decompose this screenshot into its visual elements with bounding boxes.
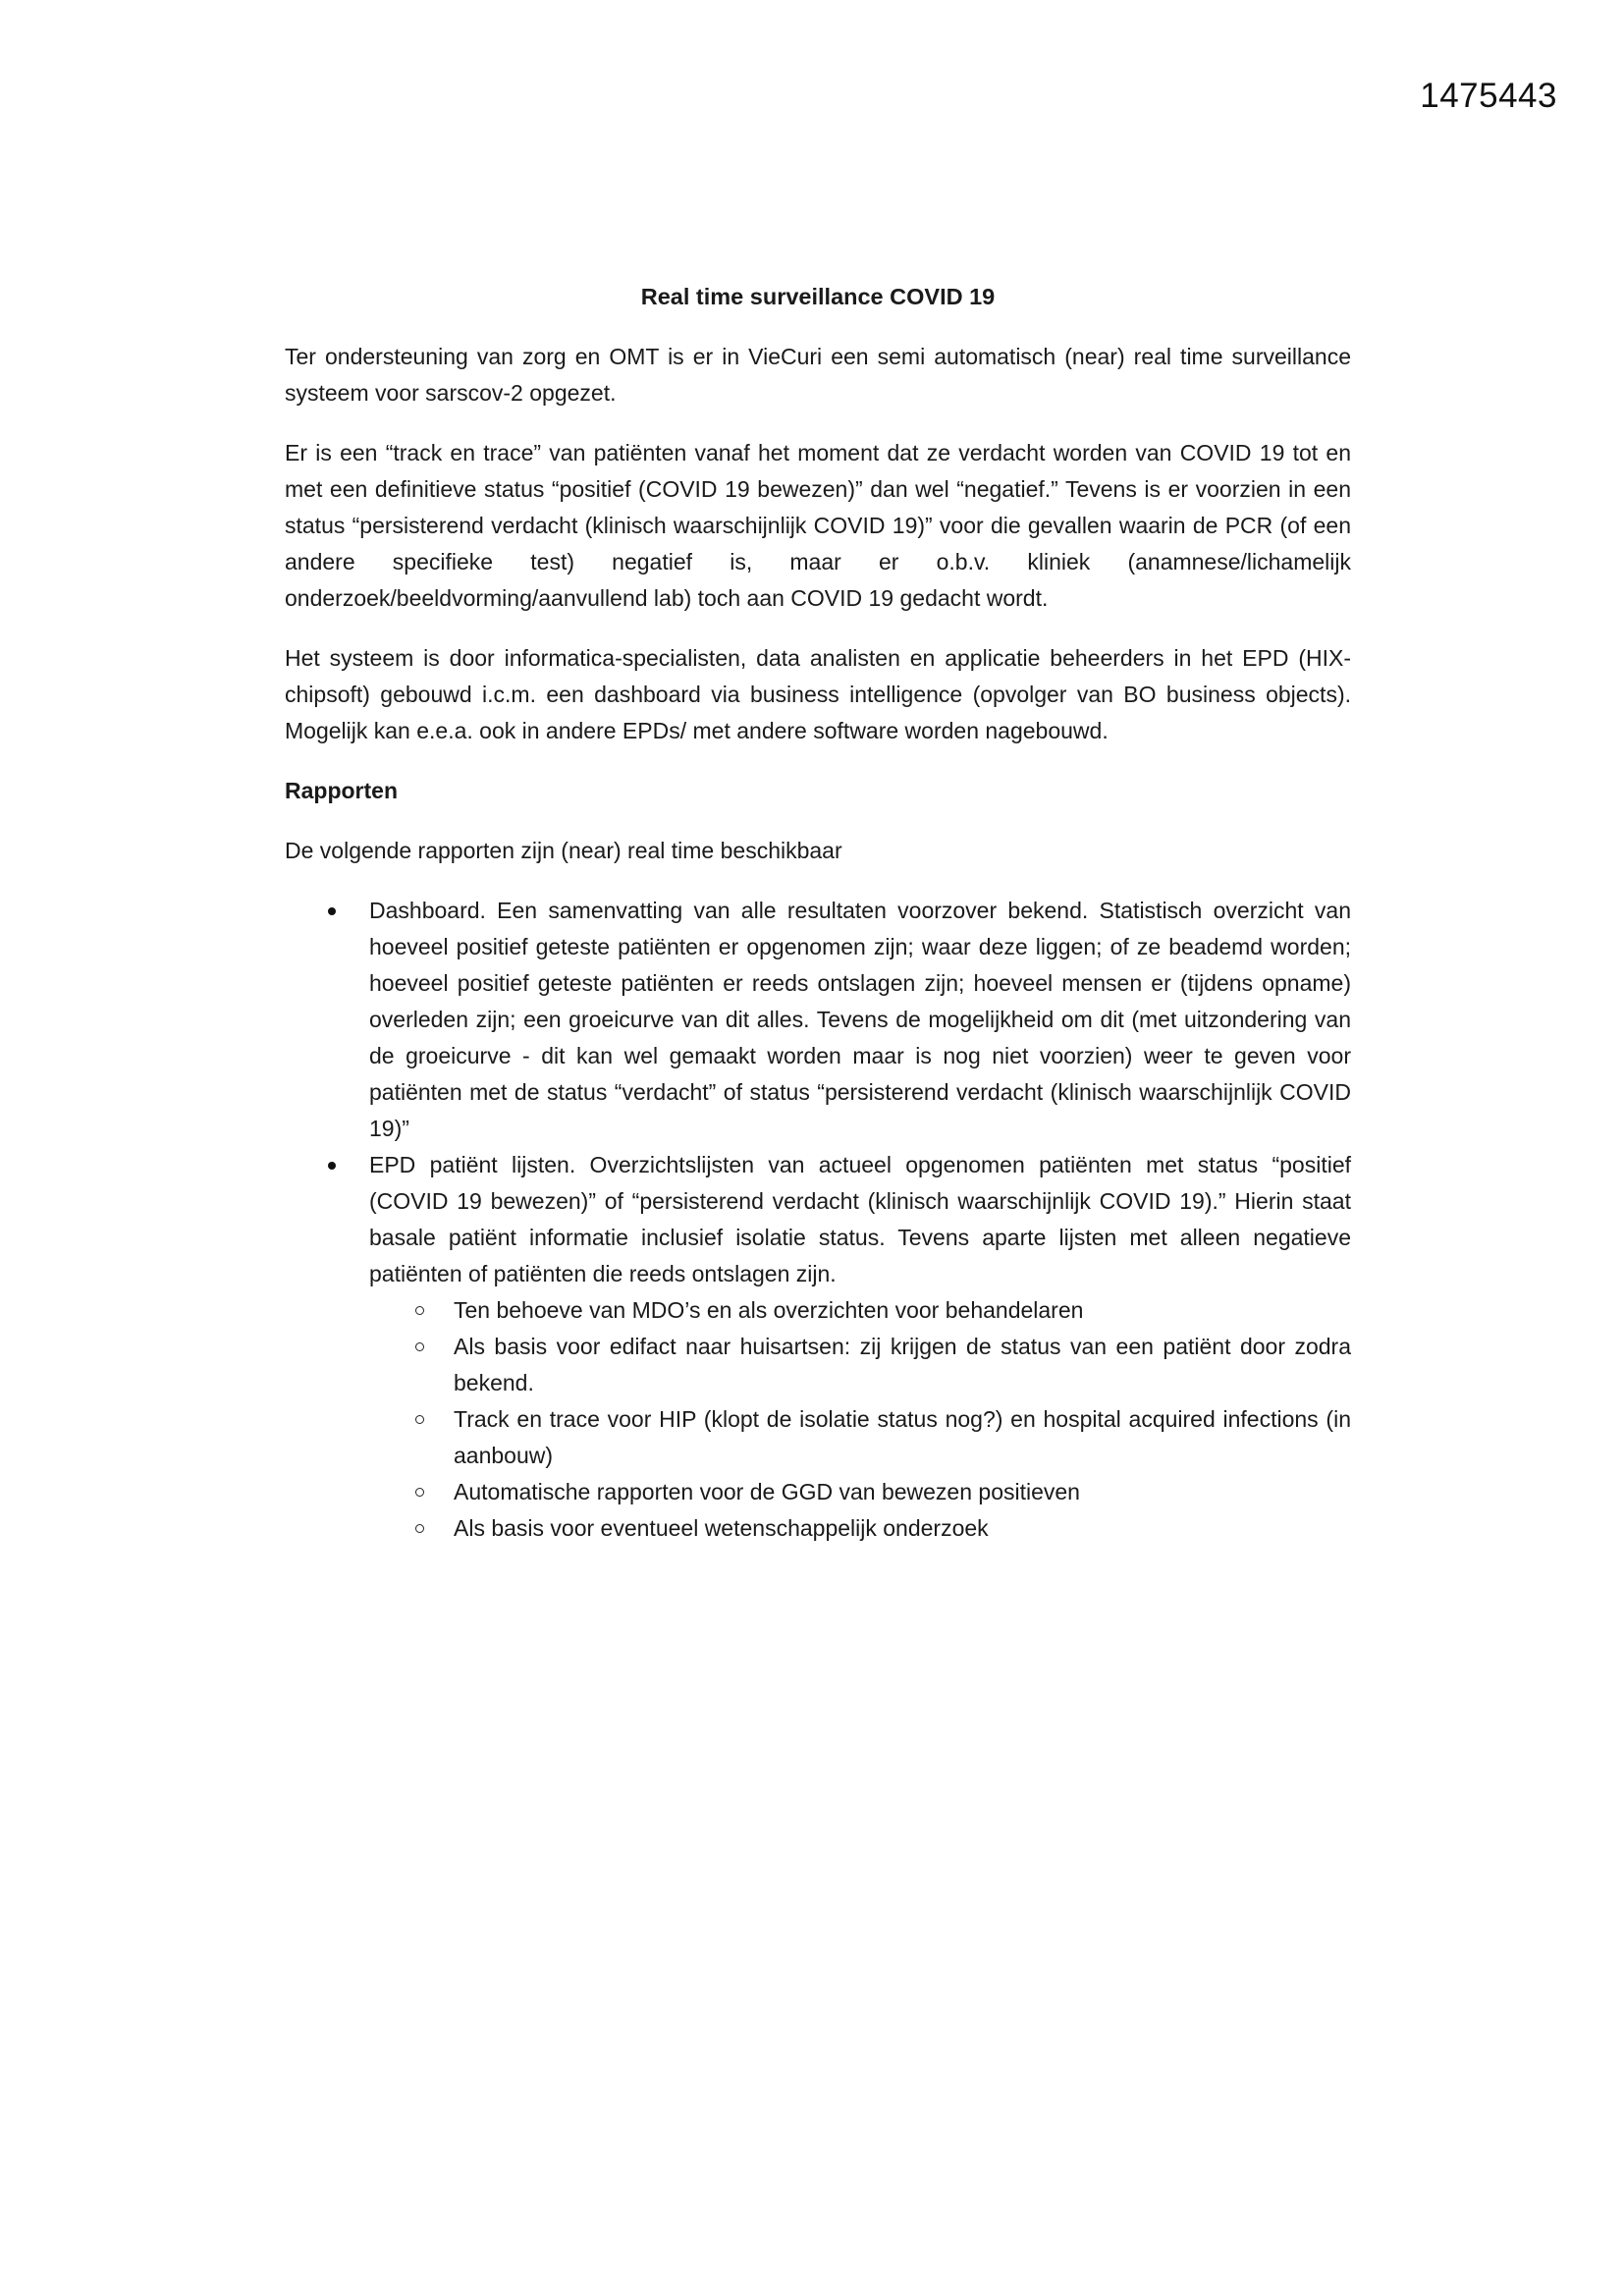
section-intro: De volgende rapporten zijn (near) real time beschikbaar [285,838,842,863]
paragraph-track-trace: Er is een “track en trace” van patiënten vanaf het moment dat ze verdacht worden van COVID 19 tot en met een definitieve status “positief (COVID 19 bewezen)” dan wel “negatief.” Tevens is er voorzien in een status “persisterend verdacht (klinisch waarschijnlijk COVID 19)” voor die gevallen waarin de PCR (of een andere specifieke test) negatief is, maar er o.b.v. kliniek (anamnese/lichamelijk onderzoek/beeldvorming/aanvullend lab) toch aan COVID 19 gedacht wordt. [285,440,1351,611]
section-heading-rapporten: Rapporten [285,778,398,803]
sub-list-item [369,1474,1351,1510]
paragraph-system: Het systeem is door informatica-specialisten, data analisten en applicatie beheerders in het EPD (HIX-chipsoft) gebouwd i.c.m. een dashboard via business intelligence (opvolger van BO business objects). Mogelijk kan e.e.a. ook in andere EPDs/ met andere software worden nagebouwd. [285,645,1351,743]
sub-list-item-text: Ten behoeve van MDO’s en als overzichten voor behandelaren [454,1297,1084,1323]
document-number: 1475443 [1420,77,1557,115]
list-item-epd-lists [285,1147,1351,1547]
report-list [285,893,1351,1547]
bullet-dot-icon [328,1162,336,1170]
document-body [285,279,1351,1547]
sub-list-item-text: Automatische rapporten voor de GGD van bewezen positieven [454,1479,1080,1504]
sub-list-item-text: Als basis voor edifact naar huisartsen: zij krijgen de status van een patiënt door zodra bekend. [454,1334,1351,1395]
circle-outline-icon [415,1488,424,1497]
sub-list-item [369,1329,1351,1401]
sub-list-item [369,1510,1351,1547]
circle-outline-icon [415,1524,424,1533]
sub-list-item-text: Als basis voor eventueel wetenschappelijk onderzoek [454,1515,989,1541]
circle-outline-icon [415,1342,424,1351]
sub-list-item [369,1292,1351,1329]
paragraph-intro: Ter ondersteuning van zorg en OMT is er in VieCuri een semi automatisch (near) real time surveillance systeem voor sarscov-2 opgezet. [285,344,1351,406]
list-item-dashboard [285,893,1351,1147]
bullet-dot-icon [328,907,336,915]
circle-outline-icon [415,1415,424,1424]
sub-list [369,1292,1351,1547]
sub-list-item [369,1401,1351,1474]
list-item-text: Dashboard. Een samenvatting van alle resultaten voorzover bekend. Statistisch overzicht van hoeveel positief geteste patiënten er opgenomen zijn; waar deze liggen; of ze beademd worden; hoeveel positief geteste patiënten er reeds ontslagen zijn; hoeveel mensen er (tijdens opname) overleden zijn; een groeicurve van dit alles. Tevens de mogelijkheid om dit (met uitzondering van de groeicurve - dit kan wel gemaakt worden maar is nog niet voorzien) weer te geven voor patiënten met de status “verdacht” of status “persisterend verdacht (klinisch waarschijnlijk COVID 19)” [369,898,1351,1141]
circle-outline-icon [415,1306,424,1315]
sub-list-item-text: Track en trace voor HIP (klopt de isolatie status nog?) en hospital acquired infections (in aanbouw) [454,1406,1351,1468]
document-title: Real time surveillance COVID 19 [640,284,996,309]
list-item-text: EPD patiënt lijsten. Overzichtslijsten van actueel opgenomen patiënten met status “positief (COVID 19 bewezen)” of “persisterend verdacht (klinisch waarschijnlijk COVID 19).” Hierin staat basale patiënt informatie inclusief isolatie status. Tevens aparte lijsten met alleen negatieve patiënten of patiënten die reeds ontslagen zijn. [369,1152,1351,1286]
